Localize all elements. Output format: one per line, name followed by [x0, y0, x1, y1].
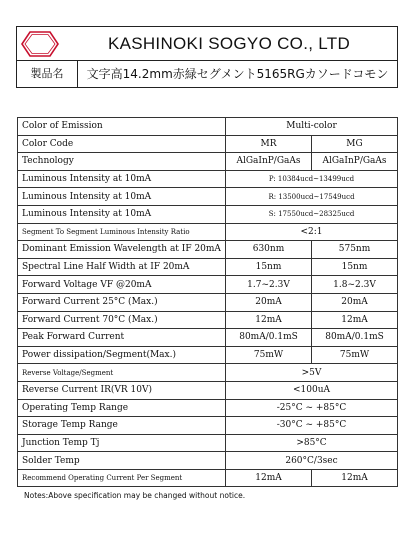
parameter-label: Spectral Line Half Width at IF 20mA — [18, 258, 226, 276]
parameter-label: Peak Forward Current — [18, 329, 226, 347]
parameter-label: Technology — [18, 153, 226, 171]
value-cell-mr: MR — [226, 135, 312, 153]
value-cell-mg: 15nm — [312, 258, 398, 276]
value-cell-mg: 75mW — [312, 346, 398, 364]
value-cell: >85°C — [226, 434, 398, 452]
table-row — [18, 170, 398, 188]
company-name: KASHINOKI SOGYO CO., LTD — [107, 34, 351, 53]
table-row — [18, 276, 398, 294]
value-cell-mg: 20mA — [312, 293, 398, 311]
notes: Notes:Above specification may be changed without notice. — [24, 491, 246, 500]
value-cell-mr: 12mA — [226, 469, 312, 487]
parameter-label: Recommend Operating Current Per Segment — [18, 469, 226, 487]
table-row — [18, 329, 398, 347]
table-row — [18, 417, 398, 435]
value-cell-mr: 80mA/0.1mS — [226, 329, 312, 347]
ksk-logo — [20, 30, 60, 58]
value-cell: -30°C ~ +85°C — [226, 417, 398, 435]
value-cell-mg: 575nm — [312, 241, 398, 259]
table-row — [18, 258, 398, 276]
header-box — [16, 26, 398, 88]
table-row — [18, 469, 398, 487]
value-cell: Multi-color — [226, 118, 398, 136]
value-cell: -25°C ~ +85°C — [226, 399, 398, 417]
table-row — [18, 188, 398, 206]
parameter-label: Power dissipation/Segment(Max.) — [18, 346, 226, 364]
parameter-label: Forward Current 70°C (Max.) — [18, 311, 226, 329]
parameter-label: Luminous Intensity at 10mA — [18, 205, 226, 223]
table-row — [18, 118, 398, 136]
spec-table — [17, 117, 398, 487]
value-cell-mr: AlGaInP/GaAs — [226, 153, 312, 171]
parameter-label: Color of Emission — [18, 118, 226, 136]
product-name: 文字高14.2mm赤緑セグメント5165RGカソードコモン — [86, 67, 389, 81]
table-row — [18, 364, 398, 382]
parameter-label: Color Code — [18, 135, 226, 153]
table-row — [18, 399, 398, 417]
table-row — [18, 311, 398, 329]
table-row — [18, 381, 398, 399]
parameter-label: Reverse Voltage/Segment — [18, 364, 226, 382]
value-cell-mr: 15nm — [226, 258, 312, 276]
table-row — [18, 135, 398, 153]
value-cell: 260°C/3sec — [226, 452, 398, 470]
table-row — [18, 346, 398, 364]
product-label: 製品名 — [17, 61, 78, 87]
value-cell-mg: AlGaInP/GaAs — [312, 153, 398, 171]
value-cell-mg: 80mA/0.1mS — [312, 329, 398, 347]
table-row — [18, 153, 398, 171]
value-cell-mr: 12mA — [226, 311, 312, 329]
value-cell: R: 13500ucd~17549ucd — [226, 188, 398, 206]
parameter-label: Luminous Intensity at 10mA — [18, 188, 226, 206]
value-cell: >5V — [226, 364, 398, 382]
value-cell-mr: 630nm — [226, 241, 312, 259]
parameter-label: Reverse Current IR(VR 10V) — [18, 381, 226, 399]
value-cell-mg: 1.8~2.3V — [312, 276, 398, 294]
parameter-label: Dominant Emission Wavelength at IF 20mA — [18, 241, 226, 259]
value-cell-mr: 20mA — [226, 293, 312, 311]
parameter-label: Forward Current 25°C (Max.) — [18, 293, 226, 311]
value-cell-mg: 12mA — [312, 311, 398, 329]
parameter-label: Solder Temp — [18, 452, 226, 470]
table-row — [18, 452, 398, 470]
table-row — [18, 241, 398, 259]
value-cell-mg: 12mA — [312, 469, 398, 487]
table-row — [18, 293, 398, 311]
table-row — [18, 434, 398, 452]
parameter-label: Storage Temp Range — [18, 417, 226, 435]
value-cell-mr: 1.7~2.3V — [226, 276, 312, 294]
table-row — [18, 223, 398, 241]
parameter-label: Forward Voltage VF @20mA — [18, 276, 226, 294]
value-cell: <100uA — [226, 381, 398, 399]
value-cell-mg: MG — [312, 135, 398, 153]
parameter-label: Luminous Intensity at 10mA — [18, 170, 226, 188]
parameter-label: Segment To Segment Luminous Intensity Ratio — [18, 223, 226, 241]
parameter-label: Operating Temp Range — [18, 399, 226, 417]
value-cell: S: 17550ucd~28325ucd — [226, 205, 398, 223]
value-cell: <2:1 — [226, 223, 398, 241]
value-cell: P: 10384ucd~13499ucd — [226, 170, 398, 188]
parameter-label: Junction Temp Tj — [18, 434, 226, 452]
value-cell-mr: 75mW — [226, 346, 312, 364]
table-row — [18, 205, 398, 223]
